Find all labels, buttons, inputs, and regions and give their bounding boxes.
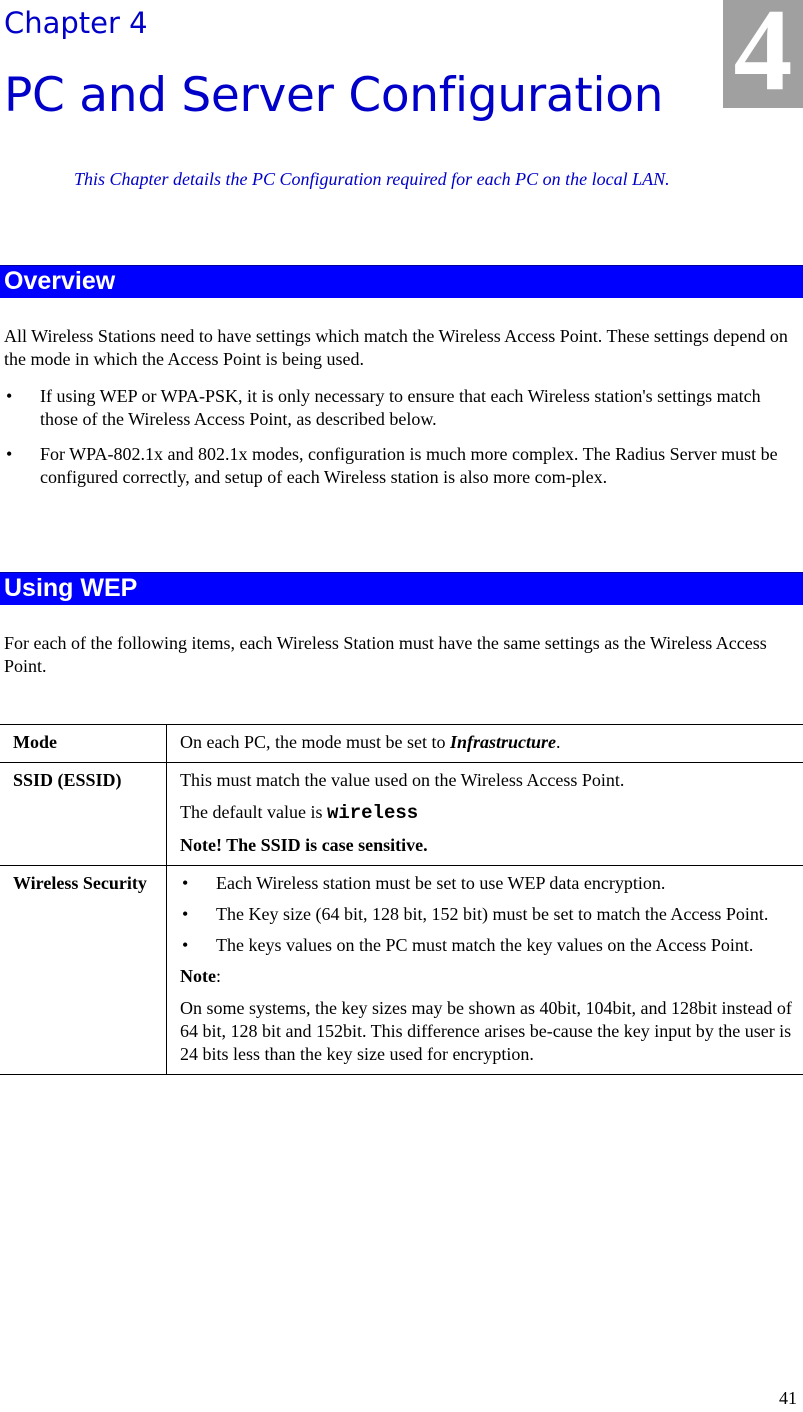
bullet-icon: • [182, 935, 189, 955]
security-note-label [180, 965, 795, 988]
page-number: 41 [779, 1388, 797, 1408]
overview-bullet-list [0, 385, 795, 501]
mode-value [167, 725, 803, 763]
using-wep-paragraph: For each of the following items, each Wireless Station must have the same settings as the Wireless Access Point. [4, 633, 767, 676]
bullet-text: The Key size (64 bit, 128 bit, 152 bit) must be set to match the Access Point. [216, 904, 769, 924]
section-header-using-wep [0, 572, 803, 605]
chapter-number-box [723, 0, 803, 115]
bullet-icon: • [6, 386, 13, 406]
wep-settings-table [0, 724, 803, 1075]
bullet-text: If using WEP or WPA-PSK, it is only necessary to ensure that each Wireless station's settings match those of the Wireless Access Point, as described below. [40, 386, 761, 429]
security-value [167, 866, 803, 1075]
bullet-icon: • [6, 444, 13, 464]
table-row-security [0, 866, 803, 1075]
security-label: Wireless Security [0, 866, 167, 1075]
bullet-icon: • [182, 904, 189, 924]
mode-infrastructure: Infrastructure [449, 732, 556, 752]
mode-text: On each PC, the mode must be set to [180, 732, 450, 752]
list-item [0, 443, 795, 489]
list-item [0, 385, 795, 431]
ssid-value [167, 763, 803, 866]
note-label: Note [180, 966, 216, 986]
table-row-ssid [0, 763, 803, 866]
ssid-line1: This must match the value used on the Wireless Access Point. [180, 770, 625, 790]
chapter-title: PC and Server Configuration [4, 68, 664, 123]
security-note-text: On some systems, the key sizes may be shown as 40bit, 104bit, and 128bit instead of 64 bit, 128 bit and 152bit. This difference arises be-cause the key input by the user is 24 bits less than the key size used for encryption. [180, 998, 792, 1064]
ssid-default [180, 801, 795, 825]
bullet-text: Each Wireless station must be set to use WEP data encryption. [216, 873, 666, 893]
ssid-default-text: The default value is [180, 802, 327, 822]
list-item [180, 872, 795, 895]
mode-label: Mode [0, 725, 167, 763]
section-title-overview: Overview [4, 267, 116, 295]
ssid-label: SSID (ESSID) [0, 763, 167, 866]
ssid-note: Note! The SSID is case sensitive. [180, 835, 428, 855]
chapter-number: 4 [733, 0, 793, 115]
section-header-overview [0, 265, 803, 298]
mode-text-suffix: . [556, 732, 561, 752]
bullet-icon: • [182, 873, 189, 893]
note-colon: : [215, 966, 221, 986]
table-row-mode [0, 725, 803, 763]
chapter-label: Chapter 4 [4, 6, 148, 40]
overview-paragraph: All Wireless Stations need to have settings which match the Wireless Access Point. These settings depend on the mode in which the Access Point is being used. [4, 326, 788, 369]
bullet-text: For WPA-802.1x and 802.1x modes, configuration is much more complex. The Radius Server must be configured correctly, and setup of each Wireless station is also more com-plex. [40, 444, 778, 487]
bullet-text: The keys values on the PC must match the key values on the Access Point. [216, 935, 754, 955]
list-item [180, 934, 795, 957]
list-item [180, 903, 795, 926]
chapter-intro: This Chapter details the PC Configuration required for each PC on the local LAN. [74, 169, 670, 189]
security-bullet-list [180, 872, 795, 957]
section-title-using-wep: Using WEP [4, 574, 138, 602]
ssid-default-value: wireless [326, 802, 419, 824]
